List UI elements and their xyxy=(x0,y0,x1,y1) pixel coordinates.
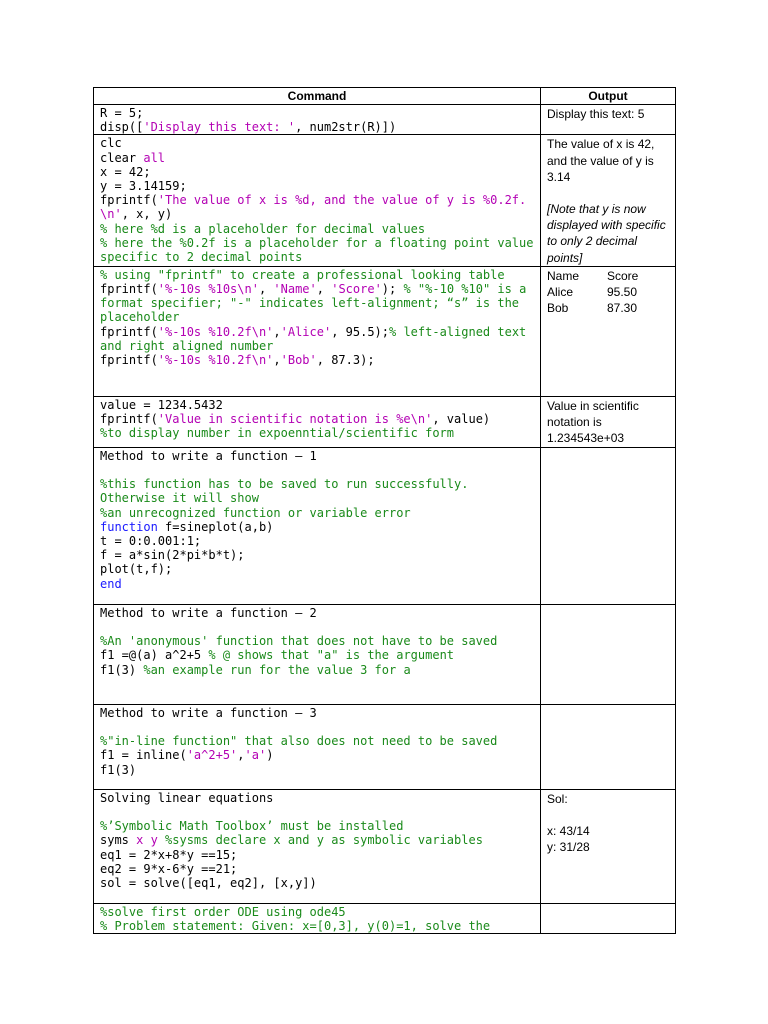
code-string: '%-10s %10.2f\n' xyxy=(157,353,274,368)
code-comment: % @ shows that "a" is the argument xyxy=(208,648,455,663)
code-comment: % "%-10 %10" is a format specifier; "-" indicates left-alignment; “s” is the placeholder xyxy=(100,282,534,325)
code-comment: % using "fprintf" to create a professional looking table xyxy=(100,267,505,282)
code-string: 'Alice' xyxy=(280,324,332,339)
code-line: t = 0:0.001:1; xyxy=(100,534,202,549)
output-score: 87.30 xyxy=(607,301,638,316)
code-line: x = 42; xyxy=(100,164,151,179)
code-string: '%-10s %10.2f\n' xyxy=(157,324,274,339)
code-text: ); xyxy=(381,282,404,297)
section-title: Method to write a function – 2 xyxy=(100,605,317,620)
output-table-row xyxy=(547,284,669,300)
output-cell xyxy=(541,704,676,789)
code-keyword: all xyxy=(143,150,166,165)
code-string: 'The value of x is %d, and the value of y is %0.2f. \n' xyxy=(100,193,534,222)
blank-line xyxy=(100,805,534,819)
code-string: 'a' xyxy=(244,748,267,763)
table-row xyxy=(94,447,676,604)
code-line xyxy=(100,833,534,847)
code-string: 'Bob' xyxy=(280,353,317,368)
table-row xyxy=(94,704,676,789)
code-text: , xyxy=(237,748,245,763)
command-output-table xyxy=(93,87,676,934)
code-string: 'a^2+5' xyxy=(186,748,238,763)
output-cell xyxy=(541,604,676,704)
code-line xyxy=(100,325,534,353)
table-row xyxy=(94,903,676,933)
code-string: '%-10s %10s\n' xyxy=(157,282,259,297)
code-line xyxy=(100,663,534,677)
code-comment: % left-aligned text and right aligned number xyxy=(100,324,534,353)
code-text: f1 = inline( xyxy=(100,748,187,763)
code-text: , xyxy=(273,353,281,368)
output-column-header: Output xyxy=(541,88,676,105)
output-table-row xyxy=(547,268,669,284)
output-table-row xyxy=(547,300,669,316)
code-line: y = 3.14159; xyxy=(100,179,187,194)
code-text: fprintf( xyxy=(100,282,158,297)
output-cell xyxy=(541,789,676,903)
code-text: fprintf( xyxy=(100,193,158,208)
section-title: Method to write a function – 1 xyxy=(100,448,317,463)
blank-line xyxy=(100,720,534,734)
code-text: f1 =@(a) a^2+5 xyxy=(100,648,209,663)
code-text: clear xyxy=(100,150,144,165)
output-text: Value in scientific notation is 1.234543e+03 xyxy=(547,398,639,446)
output-name: Bob xyxy=(547,301,569,316)
output-cell xyxy=(541,105,676,135)
code-string: 'Score' xyxy=(331,282,382,297)
code-text: , xyxy=(316,282,332,297)
output-text: y: 31/28 xyxy=(547,840,590,855)
command-cell xyxy=(94,266,541,396)
code-comment: % Problem statement: Given: x=[0,3], y(0)=1, solve the xyxy=(100,919,491,934)
command-cell xyxy=(94,105,541,135)
output-cell xyxy=(541,447,676,604)
command-cell xyxy=(94,704,541,789)
code-line: value = 1234.5432 xyxy=(100,397,223,412)
output-text: Sol: xyxy=(547,791,568,806)
output-score: Score xyxy=(607,268,639,283)
code-text: , num2str(R)]) xyxy=(295,120,397,135)
code-comment: %An 'anonymous' function that does not have to be saved xyxy=(100,634,498,649)
table-row xyxy=(94,266,676,396)
code-text: f=sineplot(a,b) xyxy=(157,519,274,534)
code-line xyxy=(100,151,534,165)
code-line: clc xyxy=(100,136,122,151)
output-cell xyxy=(541,396,676,447)
code-text: fprintf( xyxy=(100,412,158,427)
code-text: , 95.5); xyxy=(331,324,389,339)
code-text: f1(3) xyxy=(100,662,144,677)
code-text: fprintf( xyxy=(100,324,158,339)
code-line: eq1 = 2*x+8*y ==15; xyxy=(100,847,238,862)
code-comment: %an example run for the value 3 for a xyxy=(143,662,411,677)
code-comment: %"in-line function" that also does not need to be saved xyxy=(100,734,498,749)
command-cell xyxy=(94,396,541,447)
table-row xyxy=(94,105,676,135)
code-line xyxy=(100,648,534,662)
command-cell xyxy=(94,604,541,704)
code-text: ) xyxy=(266,748,274,763)
code-string: 'Display this text: ' xyxy=(143,120,296,135)
blank-line xyxy=(100,463,534,477)
output-cell xyxy=(541,266,676,396)
code-comment: %an unrecognized function or variable error xyxy=(100,505,411,520)
code-line xyxy=(100,748,534,762)
code-line: R = 5; xyxy=(100,106,144,120)
command-cell xyxy=(94,789,541,903)
code-line: eq2 = 9*x-6*y ==21; xyxy=(100,861,238,876)
code-text: , x, y) xyxy=(121,207,173,222)
output-score: 95.50 xyxy=(607,285,638,300)
code-line xyxy=(100,520,534,534)
code-text: , xyxy=(258,282,274,297)
output-text: x: 43/14 xyxy=(547,824,590,839)
code-line: sol = solve([eq1, eq2], [x,y]) xyxy=(100,876,317,891)
code-line xyxy=(100,193,534,221)
code-variable: x y xyxy=(136,833,166,848)
code-text: syms xyxy=(100,833,137,848)
code-line xyxy=(100,282,534,325)
code-text: , value) xyxy=(432,412,491,427)
code-comment: % here the %0.2f is a placeholder for a floating point value specific to 2 decimal points xyxy=(100,235,541,265)
section-title: Method to write a function – 3 xyxy=(100,705,317,720)
code-comment: % here %d is a placeholder for decimal values xyxy=(100,221,426,236)
code-text: , xyxy=(273,324,281,339)
code-keyword: function xyxy=(100,519,158,534)
code-comment: %to display number in expoenntial/scientific form xyxy=(100,426,455,441)
table-row xyxy=(94,396,676,447)
code-comment: %’Symbolic Math Toolbox’ must be installed xyxy=(100,819,404,834)
code-line xyxy=(100,412,534,426)
table-row xyxy=(94,604,676,704)
code-string: 'Name' xyxy=(273,282,317,297)
output-name: Name xyxy=(547,268,580,283)
code-string: 'Value in scientific notation is %e\n' xyxy=(157,412,433,427)
blank-line xyxy=(100,620,534,634)
section-title: Solving linear equations xyxy=(100,790,274,805)
code-line: plot(t,f); xyxy=(100,562,173,577)
code-keyword: end xyxy=(100,576,122,591)
output-text: The value of x is 42, and the value of y is 3.14 xyxy=(547,137,655,184)
code-text: , 87.3); xyxy=(316,353,375,368)
code-text: disp([ xyxy=(100,120,144,135)
code-comment: %this function has to be saved to run successfully. Otherwise it will show xyxy=(100,477,476,506)
code-comment: %solve first order ODE using ode45 xyxy=(100,904,346,919)
output-cell xyxy=(541,135,676,266)
command-cell xyxy=(94,135,541,266)
code-line: f1(3) xyxy=(100,762,137,777)
code-line: f = a*sin(2*pi*b*t); xyxy=(100,548,245,563)
table-header-row xyxy=(94,88,676,105)
output-name: Alice xyxy=(547,285,574,300)
code-line xyxy=(100,120,534,134)
code-text: fprintf( xyxy=(100,353,158,368)
command-column-header: Command xyxy=(94,88,541,105)
code-line xyxy=(100,353,534,367)
command-cell xyxy=(94,903,541,933)
command-cell xyxy=(94,447,541,604)
table-row xyxy=(94,135,676,266)
output-cell xyxy=(541,903,676,933)
output-text: Display this text: 5 xyxy=(547,107,645,121)
code-comment: %sysms declare x and y as symbolic variables xyxy=(165,833,483,848)
table-row xyxy=(94,789,676,903)
output-note: [Note that y is now displayed with specific to only 2 decimal points] xyxy=(547,202,666,265)
